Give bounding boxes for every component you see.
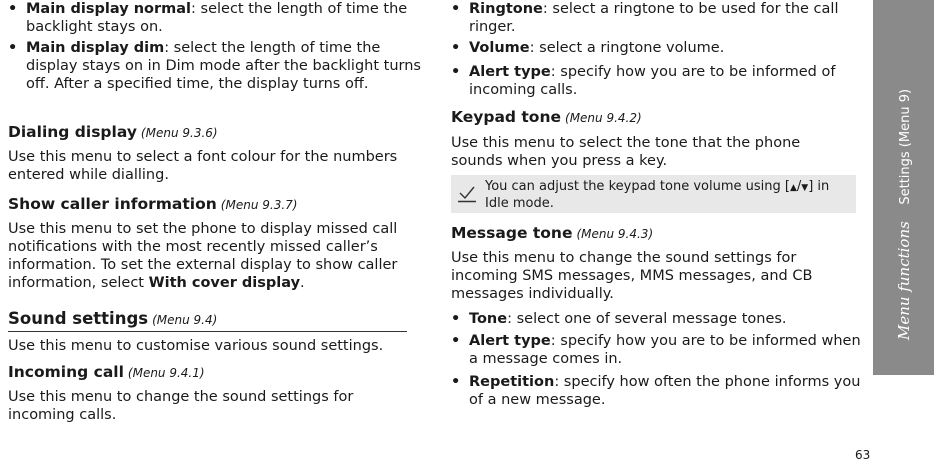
term: Tone xyxy=(469,311,508,327)
paragraph: Use this menu to change the sound settings for incoming SMS messages, MMS messages, and CB messages individually. xyxy=(451,250,813,302)
paragraph: Use this menu to select the tone that the phone sounds when you press a key. xyxy=(451,135,801,169)
menu-ref: (Menu 9.4.1) xyxy=(127,366,205,380)
bullet-icon: • xyxy=(451,1,461,17)
list-item xyxy=(451,373,874,409)
heading-sound-settings: Sound settings (Menu 9.4) xyxy=(8,309,218,328)
heading-show-caller-information: Show caller information (Menu 9.3.7) xyxy=(8,195,298,213)
paragraph: Use this menu to customise various sound settings. xyxy=(8,338,384,354)
section-title: Menu functions xyxy=(895,221,913,340)
note-box xyxy=(451,175,856,213)
note-text: You can adjust the keypad tone volume using [▲/▼] in Idle mode. xyxy=(485,179,830,211)
description: : select the length of time the backlight stays on. xyxy=(26,1,408,35)
volume-up-icon: ▲ xyxy=(789,183,797,193)
bullet-icon: • xyxy=(451,333,461,349)
bullet-icon: • xyxy=(451,374,461,390)
list-item xyxy=(8,0,430,36)
subsection-title: Settings (Menu 9) xyxy=(898,88,913,205)
list-item xyxy=(451,63,874,99)
description: : select a ringtone volume. xyxy=(529,40,725,56)
bullet-icon: • xyxy=(8,1,18,17)
paragraph: Use this menu to set the phone to display missed call notifications with the most recently missed caller’s information. To set the external display to show caller information, select With cover display. xyxy=(8,221,398,291)
paragraph: Use this menu to change the sound settings for incoming calls. xyxy=(8,389,354,423)
paragraph: Use this menu to select a font colour for the numbers entered while dialling. xyxy=(8,149,398,183)
page-number: 63 xyxy=(855,448,871,462)
term: Repetition xyxy=(469,374,555,390)
term: Alert type xyxy=(469,64,551,80)
term: Ringtone xyxy=(469,1,543,17)
term: Main display normal xyxy=(26,1,192,17)
chapter-tab xyxy=(873,0,934,375)
list-item xyxy=(451,310,874,328)
term: Alert type xyxy=(469,333,551,349)
heading-keypad-tone: Keypad tone (Menu 9.4.2) xyxy=(451,108,642,126)
list-item xyxy=(8,39,430,93)
heading-message-tone: Message tone (Menu 9.4.3) xyxy=(451,224,654,242)
list-item xyxy=(451,0,874,36)
chapter-tab-label xyxy=(889,89,921,340)
list-item xyxy=(451,332,874,368)
menu-ref: (Menu 9.4.3) xyxy=(576,227,654,241)
bullet-icon: • xyxy=(8,40,18,56)
bullet-icon: • xyxy=(451,64,461,80)
term: Main display dim xyxy=(26,40,165,56)
bullet-icon: • xyxy=(451,40,461,56)
menu-ref: (Menu 9.3.7) xyxy=(220,198,298,212)
bullet-icon: • xyxy=(451,311,461,327)
description: : specify how you are to be informed of incoming calls. xyxy=(469,64,836,98)
menu-ref: (Menu 9.4) xyxy=(152,313,218,327)
description: : specify how you are to be informed when a message comes in. xyxy=(469,333,861,367)
volume-down-icon: ▼ xyxy=(801,183,809,193)
description: : specify how often the phone informs you of a new message. xyxy=(469,374,861,408)
menu-ref: (Menu 9.4.2) xyxy=(565,111,642,125)
checkmark-note-icon xyxy=(457,183,477,203)
term: Volume xyxy=(469,40,530,56)
heading-dialing-display: Dialing display (Menu 9.3.6) xyxy=(8,123,218,141)
list-item xyxy=(451,39,874,57)
menu-ref: (Menu 9.3.6) xyxy=(140,126,218,140)
section-divider xyxy=(8,331,407,332)
description: : select the length of time the display stays on in Dim mode after the backlight turns off. After a specified time, the display turns off. xyxy=(26,40,421,92)
description: : select one of several message tones. xyxy=(507,311,787,327)
option-name: With cover display xyxy=(148,275,301,291)
heading-incoming-call: Incoming call (Menu 9.4.1) xyxy=(8,363,205,381)
description: : select a ringtone to be used for the call ringer. xyxy=(469,1,839,35)
